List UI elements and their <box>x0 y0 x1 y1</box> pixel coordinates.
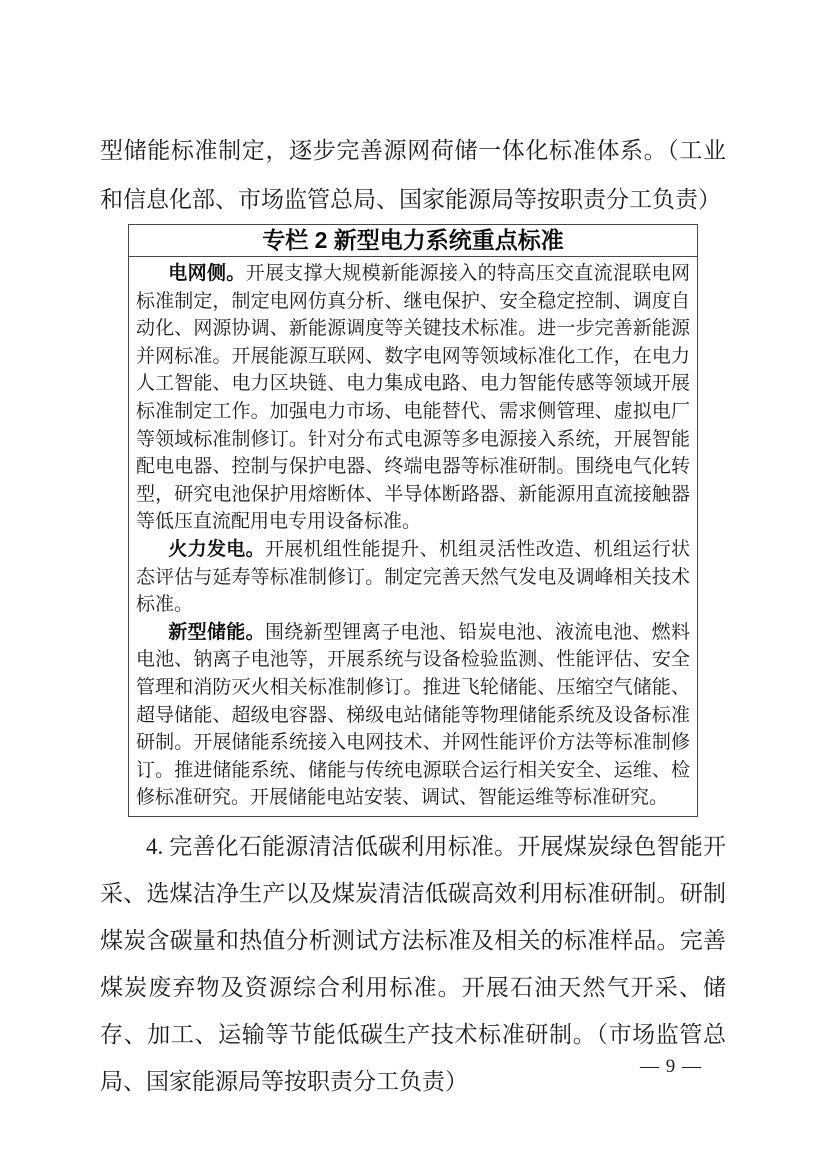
paragraph-lead: 电网侧。 <box>168 263 246 284</box>
paragraph-text: 开展支撑大规模新能源接入的特高压交直流混联电网标准制定，制定电网仿真分析、继电保护、安全稳定控制、调度自动化、网源协调、新能源调度等关键技术标准。进一步完善新能源并网标准。开展能源互联网、数字电网等领域标准化工作，在电力人工智能、电力区块链、电力集成电路、电力智能传感等领域开展标准制定工作。加强电力市场、电能替代、需求侧管理、虚拟电厂等领域标准制修订。针对分布式电源等多电源接入系统，开展智能配电电器、控制与保护电器、终端电器等标准研制。围绕电气化转型，研究电池保护用熔断体、半导体断路器、新能源用直流接触器等低压直流配用电专用设备标准。 <box>136 263 690 533</box>
page-number: — 9 — <box>640 1056 702 1077</box>
paragraph-lead: 新型储能。 <box>168 621 265 643</box>
box-paragraph-thermal-power <box>136 536 690 619</box>
box-body <box>129 257 697 816</box>
document-page <box>100 126 726 1105</box>
paragraph-text: 开展机组性能提升、机组灵活性改造、机组运行状态评估与延寿等标准制修订。制定完善天然气发电及调峰相关技术标准。 <box>136 538 690 616</box>
box-title: 专栏 2 新型电力系统重点标准 <box>129 225 697 257</box>
item-4-paragraph: 4. 完善化石能源清洁低碳利用标准。开展煤炭绿色智能开采、选煤洁净生产以及煤炭清洁低碳高效利用标准研制。研制煤炭含碳量和热值分析测试方法标准及相关的标准样品。完善煤炭废弃物及资源综合利用标准。开展石油天然气开采、储存、加工、运输等节能低碳生产技术标准研制。（市场监管总局、国家能源局等按职责分工负责） <box>100 833 726 1094</box>
paragraph-text: 围绕新型锂离子电池、铅炭电池、液流电池、燃料电池、钠离子电池等，开展系统与设备检验监测、性能评估、安全管理和消防灭火相关标准制修订。推进飞轮储能、压缩空气储能、超导储能、超级电容器、梯级电站储能等物理储能系统及设备标准研制。开展储能系统接入电网技术、并网性能评价方法等标准制修订。推进储能系统、储能与传统电源联合运行相关安全、运维、检修标准研究。开展储能电站安装、调试、智能运维等标准研究。 <box>136 621 690 809</box>
intro-paragraph: 型储能标准制定，逐步完善源网荷储一体化标准体系。（工业和信息化部、市场监管总局、国家能源局等按职责分工负责） <box>100 138 726 212</box>
paragraph-lead: 火力发电。 <box>168 538 265 560</box>
highlight-box <box>128 224 698 817</box>
box-paragraph-new-storage <box>136 619 690 812</box>
box-paragraph-grid-side <box>136 260 690 536</box>
